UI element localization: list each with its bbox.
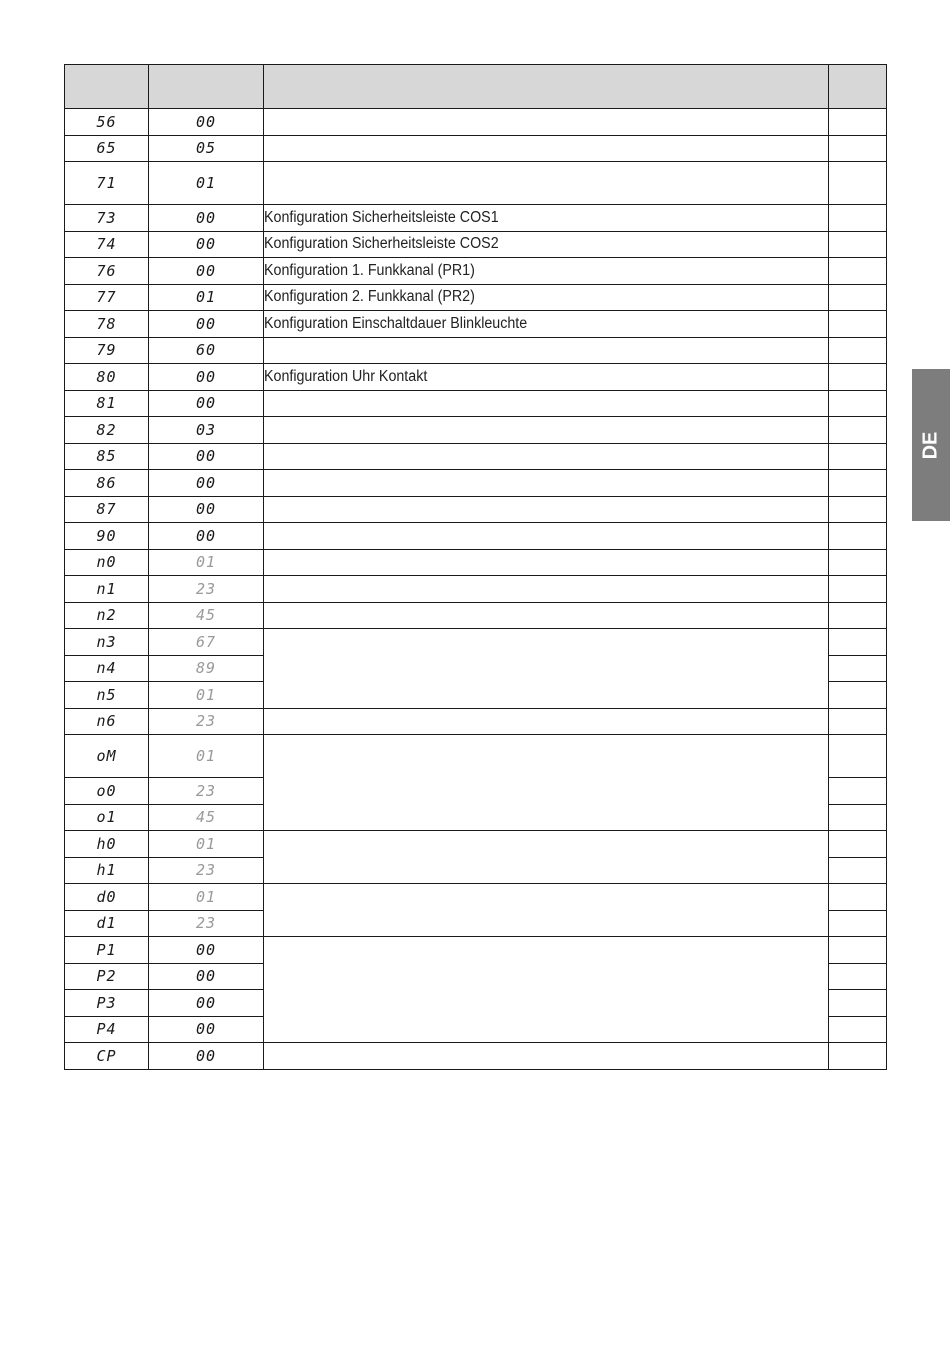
- page-reference: [829, 549, 887, 576]
- table-row: [65, 364, 887, 391]
- parameter-description: [264, 162, 829, 205]
- parameter-code: 79: [65, 337, 149, 364]
- page-reference: [829, 390, 887, 417]
- table-row: [65, 109, 887, 136]
- page-reference: [829, 417, 887, 444]
- default-value: 00: [149, 231, 264, 258]
- default-value: 01: [149, 682, 264, 709]
- page-reference: [829, 1043, 887, 1070]
- page-reference: [829, 109, 887, 136]
- parameter-code: 65: [65, 135, 149, 162]
- parameter-description: [264, 549, 829, 576]
- default-value: 01: [149, 831, 264, 858]
- table-row: [65, 162, 887, 205]
- description-text: Konfiguration Einschaltdauer Blinkleuchte: [264, 314, 528, 332]
- page-reference: [829, 135, 887, 162]
- default-value: 01: [149, 549, 264, 576]
- default-value: 00: [149, 258, 264, 285]
- page-reference: [829, 735, 887, 778]
- page-reference: [829, 443, 887, 470]
- parameter-code: P1: [65, 937, 149, 964]
- default-value: 60: [149, 337, 264, 364]
- parameter-code: 82: [65, 417, 149, 444]
- table-row: [65, 937, 887, 964]
- parameter-code: 81: [65, 390, 149, 417]
- description-text: Konfiguration Uhr Kontakt: [264, 367, 428, 385]
- page-reference: [829, 576, 887, 603]
- parameter-code: n6: [65, 708, 149, 735]
- parameter-code: n0: [65, 549, 149, 576]
- table-row: [65, 496, 887, 523]
- default-value: 45: [149, 804, 264, 831]
- parameter-description: [264, 1043, 829, 1070]
- page-reference: [829, 311, 887, 338]
- parameter-code: 86: [65, 470, 149, 497]
- default-value: 23: [149, 708, 264, 735]
- parameter-description: [264, 496, 829, 523]
- parameter-description: [264, 708, 829, 735]
- parameter-description: [264, 576, 829, 603]
- default-value: 05: [149, 135, 264, 162]
- parameter-code: 76: [65, 258, 149, 285]
- parameter-code: n3: [65, 629, 149, 656]
- table-header-row: [65, 65, 887, 109]
- parameter-description: [264, 831, 829, 884]
- parameter-description: [264, 443, 829, 470]
- page-reference: [829, 205, 887, 232]
- parameter-code: P2: [65, 963, 149, 990]
- default-value: 00: [149, 311, 264, 338]
- default-value: 23: [149, 857, 264, 884]
- parameter-code: h0: [65, 831, 149, 858]
- table-row: [65, 258, 887, 285]
- header-default-value: [149, 65, 264, 109]
- parameter-description: [264, 337, 829, 364]
- header-description: [264, 65, 829, 109]
- table-row: [65, 629, 887, 656]
- parameter-code: oM: [65, 735, 149, 778]
- parameter-description: [264, 602, 829, 629]
- page-reference: [829, 708, 887, 735]
- parameter-code: 74: [65, 231, 149, 258]
- table-row: [65, 523, 887, 550]
- page-reference: [829, 884, 887, 911]
- parameter-code: 90: [65, 523, 149, 550]
- table-row: [65, 884, 887, 911]
- description-text: Konfiguration 2. Funkkanal (PR2): [264, 288, 475, 306]
- description-text: Konfiguration Sicherheitsleiste COS1: [264, 208, 499, 226]
- page-reference: [829, 337, 887, 364]
- default-value: 23: [149, 910, 264, 937]
- table-row: [65, 417, 887, 444]
- table-row: [65, 708, 887, 735]
- parameter-code: CP: [65, 1043, 149, 1070]
- table-row: [65, 831, 887, 858]
- table-row: [65, 549, 887, 576]
- table-row: [65, 576, 887, 603]
- parameter-description: [264, 135, 829, 162]
- default-value: 67: [149, 629, 264, 656]
- parameter-code: 73: [65, 205, 149, 232]
- parameter-code: o0: [65, 778, 149, 805]
- default-value: 00: [149, 364, 264, 391]
- table-row: [65, 390, 887, 417]
- table-row: [65, 602, 887, 629]
- page-reference: [829, 523, 887, 550]
- page-reference: [829, 963, 887, 990]
- parameter-description: [264, 629, 829, 709]
- page-reference: [829, 162, 887, 205]
- default-value: 00: [149, 937, 264, 964]
- parameter-code: 87: [65, 496, 149, 523]
- parameter-description: [264, 231, 829, 258]
- default-value: 01: [149, 735, 264, 778]
- page-reference: [829, 284, 887, 311]
- parameter-code: n4: [65, 655, 149, 682]
- table-row: [65, 443, 887, 470]
- page-reference: [829, 831, 887, 858]
- parameter-code: 80: [65, 364, 149, 391]
- table-row: [65, 337, 887, 364]
- default-value: 00: [149, 205, 264, 232]
- parameter-description: [264, 284, 829, 311]
- parameter-description: [264, 470, 829, 497]
- parameter-description: [264, 523, 829, 550]
- default-value: 00: [149, 390, 264, 417]
- table-row: [65, 311, 887, 338]
- default-value: 00: [149, 990, 264, 1017]
- page-reference: [829, 496, 887, 523]
- parameter-description: [264, 109, 829, 136]
- table-row: [65, 231, 887, 258]
- parameter-code: n1: [65, 576, 149, 603]
- table-row: [65, 284, 887, 311]
- page-reference: [829, 910, 887, 937]
- default-value: 00: [149, 1016, 264, 1043]
- table-row: [65, 735, 887, 778]
- page-reference: [829, 231, 887, 258]
- parameter-code: n5: [65, 682, 149, 709]
- page-reference: [829, 629, 887, 656]
- page-reference: [829, 258, 887, 285]
- default-value: 00: [149, 109, 264, 136]
- parameter-code: 85: [65, 443, 149, 470]
- parameter-description: [264, 364, 829, 391]
- parameter-code: h1: [65, 857, 149, 884]
- page-reference: [829, 937, 887, 964]
- parameter-description: [264, 205, 829, 232]
- parameter-code: n2: [65, 602, 149, 629]
- page-reference: [829, 602, 887, 629]
- default-value: 89: [149, 655, 264, 682]
- default-value: 00: [149, 1043, 264, 1070]
- description-text: Konfiguration 1. Funkkanal (PR1): [264, 261, 475, 279]
- parameter-code: 77: [65, 284, 149, 311]
- page-reference: [829, 804, 887, 831]
- header-parameter: [65, 65, 149, 109]
- default-value: 00: [149, 496, 264, 523]
- default-value: 00: [149, 963, 264, 990]
- parameter-code: P4: [65, 1016, 149, 1043]
- table-row: [65, 1043, 887, 1070]
- parameter-code: 56: [65, 109, 149, 136]
- page-reference: [829, 470, 887, 497]
- parameter-description: [264, 390, 829, 417]
- header-page: [829, 65, 887, 109]
- page-reference: [829, 364, 887, 391]
- parameter-code: 78: [65, 311, 149, 338]
- parameter-description: [264, 937, 829, 1043]
- default-value: 23: [149, 778, 264, 805]
- page-reference: [829, 990, 887, 1017]
- default-value: 00: [149, 523, 264, 550]
- page-reference: [829, 1016, 887, 1043]
- description-text: Konfiguration Sicherheitsleiste COS2: [264, 235, 499, 253]
- parameter-description: [264, 311, 829, 338]
- default-value: 01: [149, 284, 264, 311]
- default-value: 45: [149, 602, 264, 629]
- table-row: [65, 470, 887, 497]
- language-tab: [912, 369, 950, 521]
- parameter-code: o1: [65, 804, 149, 831]
- default-value: 01: [149, 162, 264, 205]
- parameter-code: 71: [65, 162, 149, 205]
- page-reference: [829, 682, 887, 709]
- parameter-description: [264, 417, 829, 444]
- language-tab-label: DE: [919, 431, 942, 459]
- default-value: 23: [149, 576, 264, 603]
- page-reference: [829, 778, 887, 805]
- page-reference: [829, 857, 887, 884]
- parameter-table: [64, 64, 887, 1070]
- default-value: 01: [149, 884, 264, 911]
- parameter-description: [264, 258, 829, 285]
- default-value: 03: [149, 417, 264, 444]
- page-reference: [829, 655, 887, 682]
- table-row: [65, 135, 887, 162]
- default-value: 00: [149, 470, 264, 497]
- default-value: 00: [149, 443, 264, 470]
- table-row: [65, 205, 887, 232]
- table-body: [65, 109, 887, 1070]
- parameter-code: d1: [65, 910, 149, 937]
- parameter-description: [264, 884, 829, 937]
- parameter-code: P3: [65, 990, 149, 1017]
- parameter-description: [264, 735, 829, 831]
- parameter-code: d0: [65, 884, 149, 911]
